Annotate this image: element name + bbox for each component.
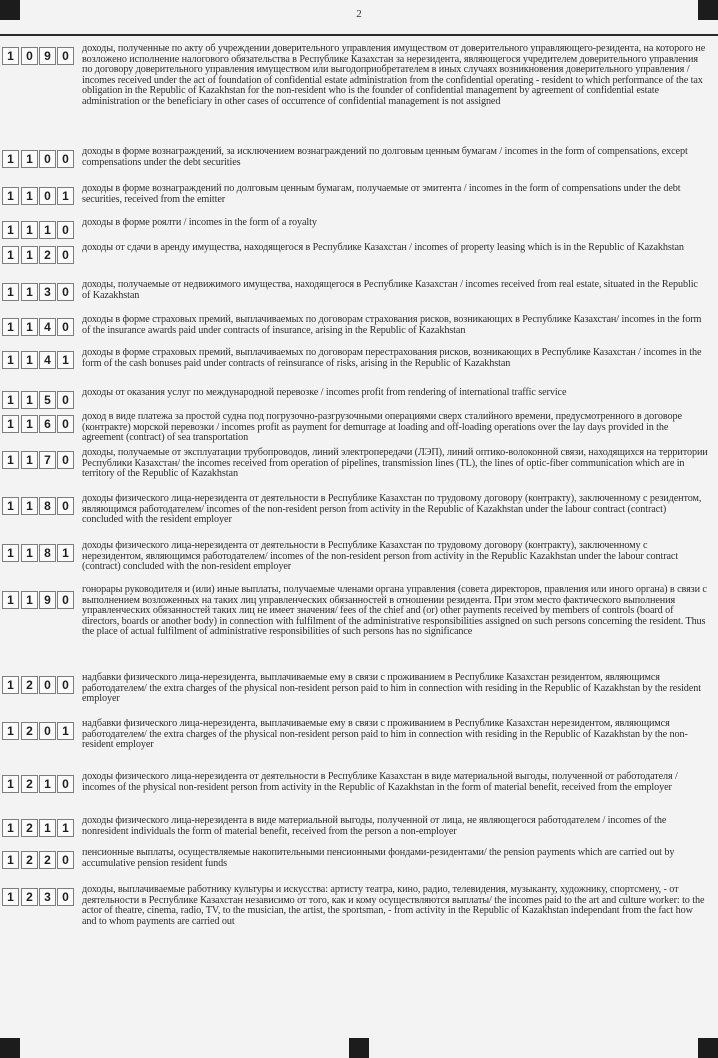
code-digit: 1 (2, 451, 19, 469)
code-digit: 0 (57, 415, 74, 433)
code-digit: 4 (39, 318, 56, 336)
code-digit: 1 (2, 819, 19, 837)
code-digit: 1 (2, 415, 19, 433)
code-digit: 0 (39, 150, 56, 168)
code-digit: 8 (39, 497, 56, 515)
code-digit: 1 (21, 246, 38, 264)
code-digit: 0 (57, 47, 74, 65)
income-description: доходы, полученные по акту об учреждении доверительного управления имуществом от доверительного управляющего-резидента, на которого не возложено исполнение налогового обязательства в Республике Казахстан за нерезидента, являющегося учредителем доверительного управления по договору доверительного управления имуществом или выгодоприобретателем в иных случаях возникновения доверительного управления / incomes received under the act of foundation of confidential estate administration from the confidential operating - resident to which performance of the tax obligation in the Republic of Kazakhstan for the non-resident who is the founder of confidential management by agreement of confidential estate administration or the beneficiary in other cases of occurrence of confidential management is not assigned (82, 43, 706, 107)
code-digit: 1 (21, 391, 38, 409)
income-description: доход в виде платежа за простой судна под погрузочно-разгрузочными операциями сверх сталийного времени, предусмотренного в договоре (контракте) морской перевозки / incomes profit as payment for demurrage at loading and off-loading operations over the lay days provided in the agreement (contract) of sea transportation (82, 411, 682, 444)
income-description: доходы в форме страховых премий, выплачиваемых по договорам страхования рисков, возникающих в Республике Казахстан/ incomes in the form of the insurance awards paid under contracts of insurance, arising in the Republic of Kazakhstan (82, 314, 702, 336)
code-digit: 0 (39, 722, 56, 740)
code-digit: 0 (57, 283, 74, 301)
code-digit: 1 (2, 775, 19, 793)
code-digit: 2 (21, 722, 38, 740)
income-description: доходы, выплачиваемые работнику культуры и искусства: артисту театра, кино, радио, телевидения, музыканту, художнику, спортсмену, - от деятельности в Республике Казахстан независимо от того, как и кому осуществляются выплаты/ the incomes paid to the art and culture worker: to the actor of theatre, cinema, radio, TV, to the musician, the artist, the sportsman, - from activity in the Republic of Kazakhstan independant from the fact how and to whom payments are carried out (82, 884, 705, 927)
code-digit: 1 (2, 851, 19, 869)
code-digit: 1 (2, 544, 19, 562)
income-description: доходы физического лица-нерезидента от деятельности в Республике Казахстан в виде материальной выгоды, полученной от работодателя / incomes of the physical non-resident person from activity in the Republic of Kazakhstan in the form of material benefit, received from the employer (82, 771, 678, 793)
code-digit: 4 (39, 351, 56, 369)
code-digit: 0 (57, 451, 74, 469)
code-digit: 1 (2, 47, 19, 65)
code-digit: 1 (21, 544, 38, 562)
code-digit: 0 (57, 775, 74, 793)
code-digit: 1 (2, 391, 19, 409)
code-digit: 1 (21, 351, 38, 369)
code-digit: 1 (57, 351, 74, 369)
code-digit: 1 (2, 888, 19, 906)
code-digit: 1 (2, 187, 19, 205)
code-digit: 0 (57, 851, 74, 869)
code-digit: 3 (39, 888, 56, 906)
code-digit: 6 (39, 415, 56, 433)
income-description: надбавки физического лица-нерезидента, выплачиваемые ему в связи с проживанием в Республике Казахстан резидентом, являющимся работодателем/ the extra charges of the physical non-resident person paid to him in connection with residing in the Republic of Kazakhstan by the resident employer (82, 672, 701, 705)
code-digit: 1 (2, 283, 19, 301)
code-digit: 0 (57, 676, 74, 694)
code-digit: 0 (39, 676, 56, 694)
code-digit: 9 (39, 591, 56, 609)
code-digit: 2 (21, 888, 38, 906)
code-digit: 1 (21, 591, 38, 609)
code-digit: 0 (57, 391, 74, 409)
code-digit: 1 (57, 819, 74, 837)
code-digit: 3 (39, 283, 56, 301)
code-digit: 1 (57, 722, 74, 740)
code-digit: 1 (2, 497, 19, 515)
code-digit: 1 (21, 497, 38, 515)
code-digit: 1 (21, 415, 38, 433)
code-digit: 2 (39, 851, 56, 869)
code-digit: 1 (39, 775, 56, 793)
code-digit: 1 (21, 451, 38, 469)
income-description: доходы в форме вознаграждений по долговым ценным бумагам, получаемые от эмитента / incomes in the form of compensations under the debt securities, received from the emitter (82, 183, 681, 205)
code-digit: 0 (57, 246, 74, 264)
code-digit: 0 (21, 47, 38, 65)
code-digit: 0 (57, 591, 74, 609)
code-digit: 5 (39, 391, 56, 409)
code-digit: 0 (57, 150, 74, 168)
code-digit: 8 (39, 544, 56, 562)
registration-mark-bottom-center (349, 1038, 369, 1058)
code-digit: 2 (21, 819, 38, 837)
code-digit: 2 (39, 246, 56, 264)
income-description: доходы от оказания услуг по международной перевозке / incomes profit from rendering of international traffic service (82, 387, 567, 398)
code-digit: 1 (2, 351, 19, 369)
code-digit: 1 (21, 150, 38, 168)
income-description: доходы в форме страховых премий, выплачиваемых по договорам перестрахования рисков, возникающих в Республике Казахстан / incomes in the form of the cash bonuses paid under contracts of reinsurance of risks, arising in the Republic of Kazakhstan (82, 347, 702, 369)
code-digit: 1 (2, 150, 19, 168)
code-digit: 1 (2, 722, 19, 740)
code-digit: 1 (2, 246, 19, 264)
code-digit: 0 (57, 497, 74, 515)
code-digit: 1 (57, 544, 74, 562)
income-description: доходы в форме вознаграждений, за исключением вознаграждений по долговым ценным бумагам / incomes in the form of compensations, except compensations under the debt securities (82, 146, 688, 168)
page-number: 2 (356, 8, 362, 20)
code-digit: 1 (21, 187, 38, 205)
code-digit: 0 (57, 221, 74, 239)
header-divider (0, 34, 718, 36)
income-description: доходы физического лица-нерезидента от деятельности в Республике Казахстан по трудовому договору (контракту), заключенному с нерезидентом, являющимся работодателем/ incomes of the non-resident person from activity in the Republic Kazakhstan under the labour contract (contract) concluded with the non-resident employer (82, 540, 679, 573)
income-description: пенсионные выплаты, осуществляемые накопительными пенсионными фондами-резидентами/ the pension payments which are carried out by accumulative pension resident funds (82, 847, 675, 869)
code-digit: 1 (2, 221, 19, 239)
code-digit: 1 (21, 318, 38, 336)
income-description: гонорары руководителя и (или) иные выплаты, получаемые членами органа управления (совета директоров, правления или иного органа) в связи с выполнением возложенных на таких лиц управленческих обязанностей в отношении резидента. При этом место фактического выполнения управленческих обязанностей таких лиц не имеет значения/ fees of the chief and (or) other payments received by members of controls (board of directors, boards or another body) in connection with fulfilment of the administrative responsibilities assigned on such persons concerning the resident. Thus the place of actual fulfilment of administrative responsibilities of such persons has no significance (82, 584, 707, 638)
code-digit: 1 (21, 221, 38, 239)
income-description: доходы в форме роялти / incomes in the form of a royalty (82, 217, 317, 228)
code-digit: 1 (2, 318, 19, 336)
code-digit: 1 (57, 187, 74, 205)
code-digit: 1 (2, 591, 19, 609)
code-digit: 7 (39, 451, 56, 469)
income-description: надбавки физического лица-нерезидента, выплачиваемые ему в связи с проживанием в Республике Казахстан нерезидентом, являющимся работодателем/ the extra charges of the physical non-resident person paid to him in connection with residing in the Republic of Kazakhstan by the non-resident employer (82, 718, 688, 751)
registration-mark-bottom-left (0, 1038, 20, 1058)
income-description: доходы, получаемые от недвижимого имущества, находящегося в Республике Казахстан / incomes received from real estate, situated in the Republic of Kazakhstan (82, 279, 698, 301)
income-description: доходы физического лица-нерезидента в виде материальной выгоды, полученной от лица, не являющегося работодателем / incomes of the nonresident individuals the form of material benefit, received from the person a non-employer (82, 815, 667, 837)
code-digit: 0 (57, 888, 74, 906)
code-digit: 9 (39, 47, 56, 65)
registration-mark-bottom-right (698, 1038, 718, 1058)
code-digit: 1 (39, 221, 56, 239)
code-digit: 1 (39, 819, 56, 837)
code-digit: 2 (21, 775, 38, 793)
code-digit: 0 (39, 187, 56, 205)
code-digit: 2 (21, 851, 38, 869)
code-digit: 1 (21, 283, 38, 301)
income-description: доходы от сдачи в аренду имущества, находящегося в Республике Казахстан / incomes of property leasing which is in the Republic of Kazakhstan (82, 242, 684, 253)
income-description: доходы, получаемые от эксплуатации трубопроводов, линий электропередачи (ЛЭП), линий оптико-волоконной связи, находящихся на территории Республики Казахстан/ the incomes received from operation of pipelines, transmission lines (TL), the lines of optic-fiber communication which are in territory of the Republic of Kazakhstan (82, 447, 708, 480)
code-digit: 1 (2, 676, 19, 694)
income-description: доходы физического лица-нерезидента от деятельности в Республике Казахстан по трудовому договору (контракту), заключенному с резидентом, являющимся работодателем/ incomes of the non-resident person from activity in the Republic of Kazakhstan under the labour contract (contract) concluded with the resident employer (82, 493, 702, 526)
code-digit: 2 (21, 676, 38, 694)
code-digit: 0 (57, 318, 74, 336)
